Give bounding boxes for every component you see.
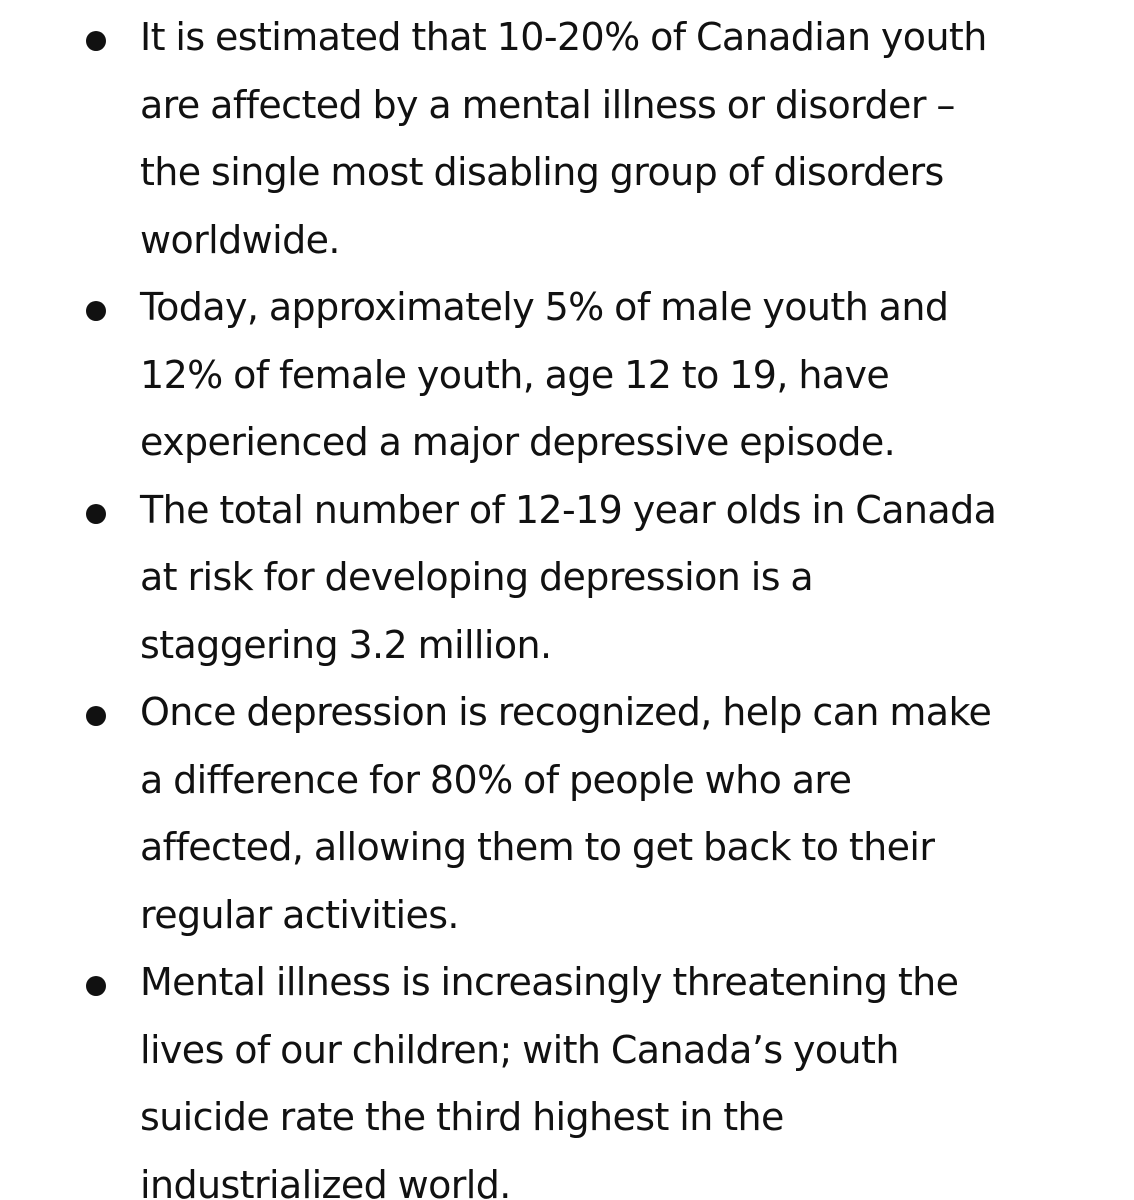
text-line: the single most disabling group of disorders — [140, 150, 944, 194]
text-line: worldwide. — [140, 217, 340, 262]
list-item — [0, 477, 1134, 680]
bullet-icon — [86, 706, 106, 726]
text-line: 12% of female youth, age 12 to 19, have — [140, 352, 890, 397]
text-line: a difference for 80% of people who are — [140, 757, 852, 802]
text-line: It is estimated that 10-20% of Canadian youth — [140, 15, 987, 59]
text-line: Mental illness is increasingly threatening the — [140, 960, 959, 1004]
statistics-bullet-list — [0, 4, 1134, 1200]
text-line: staggering 3.2 million. — [140, 622, 552, 667]
text-line: industrialized world. — [140, 1162, 511, 1200]
list-item — [0, 4, 1134, 274]
text-line: experienced a major depressive episode. — [140, 420, 896, 464]
bullet-text — [140, 949, 1064, 1200]
bullet-icon — [86, 976, 106, 996]
text-line: at risk for developing depression is a — [140, 555, 814, 599]
text-line: affected, allowing them to get back to their — [140, 825, 935, 869]
text-line: Once depression is recognized, help can make — [140, 690, 992, 734]
bullet-icon — [86, 31, 106, 51]
bullet-text — [140, 679, 1064, 949]
bullet-text — [140, 4, 1064, 274]
bullet-icon — [86, 301, 106, 321]
text-line: Today, approximately 5% of male youth and — [140, 285, 949, 329]
list-item — [0, 949, 1134, 1200]
text-line: are affected by a mental illness or disorder – — [140, 82, 955, 127]
text-line: The total number of 12-19 year olds in Canada — [140, 487, 997, 532]
text-line: suicide rate the third highest in the — [140, 1095, 784, 1139]
list-item — [0, 679, 1134, 949]
bullet-text — [140, 274, 1064, 477]
text-line: lives of our children; with Canada’s youth — [140, 1027, 899, 1072]
list-item — [0, 274, 1134, 477]
bullet-text — [140, 477, 1064, 680]
text-line: regular activities. — [140, 892, 459, 937]
bullet-icon — [86, 504, 106, 524]
